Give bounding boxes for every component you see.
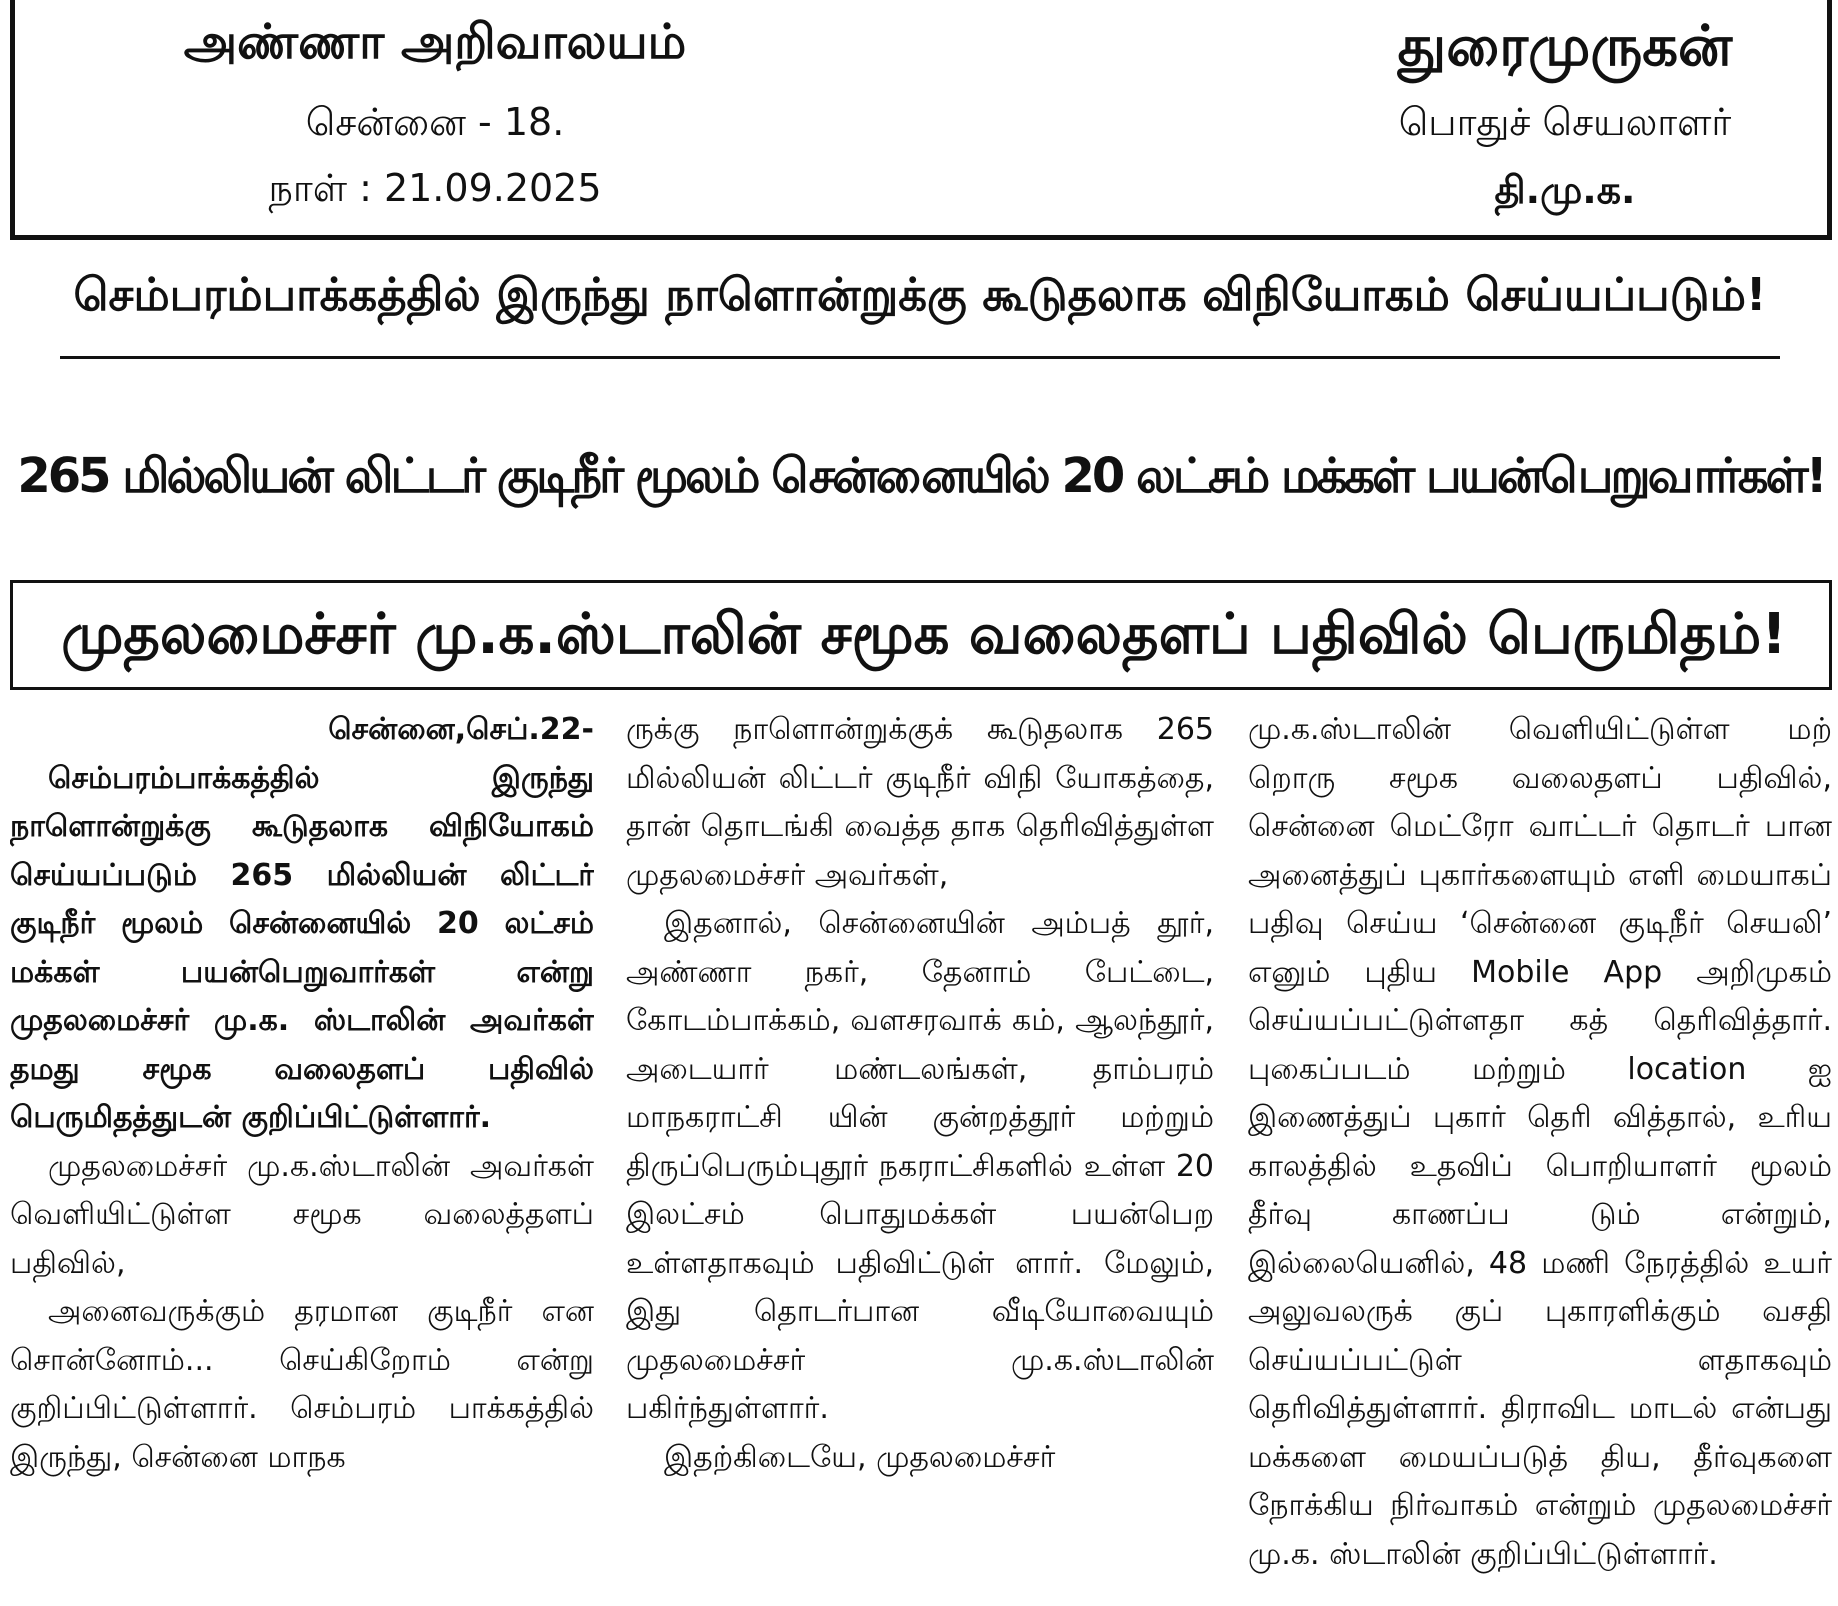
kicker-underline [60,356,1780,359]
main-headline: 265 மில்லியன் லிட்டர் குடிநீர் மூலம் சென்னையில் 20 லட்சம் மக்கள் பயன்பெறுவார்கள்! [17,448,1825,504]
paragraph: முதலமைச்சர் மு.க.ஸ்டாலின் அவர்கள் வெளியிட்டுள்ள சமூக வலைத்தளப் பதிவில், [10,1148,594,1281]
signatory-name: துரைமுருகன் [1397,14,1733,79]
paragraph: அனைவருக்கும் தரமான குடிநீர் என சொன்னோம்... செய்கிறோம் என்று குறிப்பிட்டுள்ளார். செம்பரம் பாக்கத்தில் இருந்து, சென்னை மாநக [10,1294,594,1475]
article-column-3 [1248,706,1832,1606]
office-city: சென்னை - 18. [305,100,565,144]
release-date: நாள் : 21.09.2025 [268,166,602,210]
paragraph: மு.க.ஸ்டாலின் வெளியிட்டுள்ள மற் றொரு சமூக வலைதளப் பதிவில், சென்னை மெட்ரோ வாட்டர் தொடர் பான அனைத்துப் புகார்களையும் எளி மையாகப் பதிவு செய்ய ‘சென்னை குடிநீர் செயலி’ எனும் புதிய Mobile App அறிமுகம் செய்யப்பட்டுள்ளதா கத் தெரிவித்தார். புகைப்படம் மற்றும் location ஐ இணைத்துப் புகார் தெரி வித்தால், உரிய காலத்தில் உதவிப் பொறியாளர் மூலம் தீர்வு காணப்ப டும் என்றும், இல்லையெனில், 48 மணி நேரத்தில் உயர் அலுவலருக் குப் புகாரளிக்கும் வசதி செய்யப்பட்டுள் ளதாகவும் தெரிவித்துள்ளார். திராவிட மாடல் என்பது மக்களை மையப்படுத் திய, தீர்வுகளை நோக்கிய நிர்வாகம் என்றும் முதலமைச்சர் மு.க. ஸ்டாலின் குறிப்பிட்டுள்ளார். [1248,712,1832,1572]
masthead-box [10,0,1832,240]
signatory-role: பொதுச் செயலாளர் [1398,100,1732,144]
party-name: தி.மு.க. [1494,168,1636,212]
subheadline-box [10,580,1832,690]
paragraph: இதனால், சென்னையின் அம்பத் தூர், அண்ணா நகர், தேனாம் பேட்டை, கோடம்பாக்கம், வளசரவாக் கம், ஆலந்தூர், அடையார் மண்டலங்கள், தாம்பரம் மாநகராட்சி யின் குன்றத்தூர் மற்றும் திருப்பெரும்புதூர் நகராட்சிகளில் உள்ள 20 இலட்சம் பொதுமக்கள் பயன்பெற உள்ளதாகவும் பதிவிட்டுள் ளார். மேலும், இது தொடர்பான வீடியோவையும் முதலமைச்சர் மு.க.ஸ்டாலின் பகிர்ந்துள்ளார். [626,906,1214,1426]
dateline: சென்னை,செப்.22- [328,712,594,747]
paragraph: ருக்கு நாளொன்றுக்குக் கூடுதலாக 265 மில்லியன் லிட்டர் குடிநீர் விநி யோகத்தை, தான் தொடங்கி வைத்த தாக தெரிவித்துள்ள முதலமைச்சர் அவர்கள், [626,712,1214,893]
article-column-1 [10,706,594,1606]
subheadline: முதலமைச்சர் மு.க.ஸ்டாலின் சமூக வலைதளப் பதிவில் பெருமிதம்! [61,602,1787,667]
paragraph: இதற்கிடையே, முதலமைச்சர் [664,1439,1056,1475]
kicker-headline: செம்பரம்பாக்கத்தில் இருந்து நாளொன்றுக்கு கூடுதலாக விநியோகம் செய்யப்படும்! [73,268,1767,321]
article-column-2 [626,706,1214,1606]
office-name: அண்ணா அறிவாலயம் [183,14,687,70]
lead-paragraph: செம்பரம்பாக்கத்தில் இருந்து நாளொன்றுக்கு கூடுதலாக விநியோகம் செய்யப்படும் 265 மில்லியன் லிட்டர் குடிநீர் மூலம் சென்னையில் 20 லட்சம் மக்கள் பயன்பெறுவார்கள் என்று முதலமைச்சர் மு.க. ஸ்டாலின் அவர்கள் தமது சமூக வலைதளப் பதிவில் பெருமிதத்துடன் குறிப்பிட்டுள்ளார். [10,760,594,1135]
